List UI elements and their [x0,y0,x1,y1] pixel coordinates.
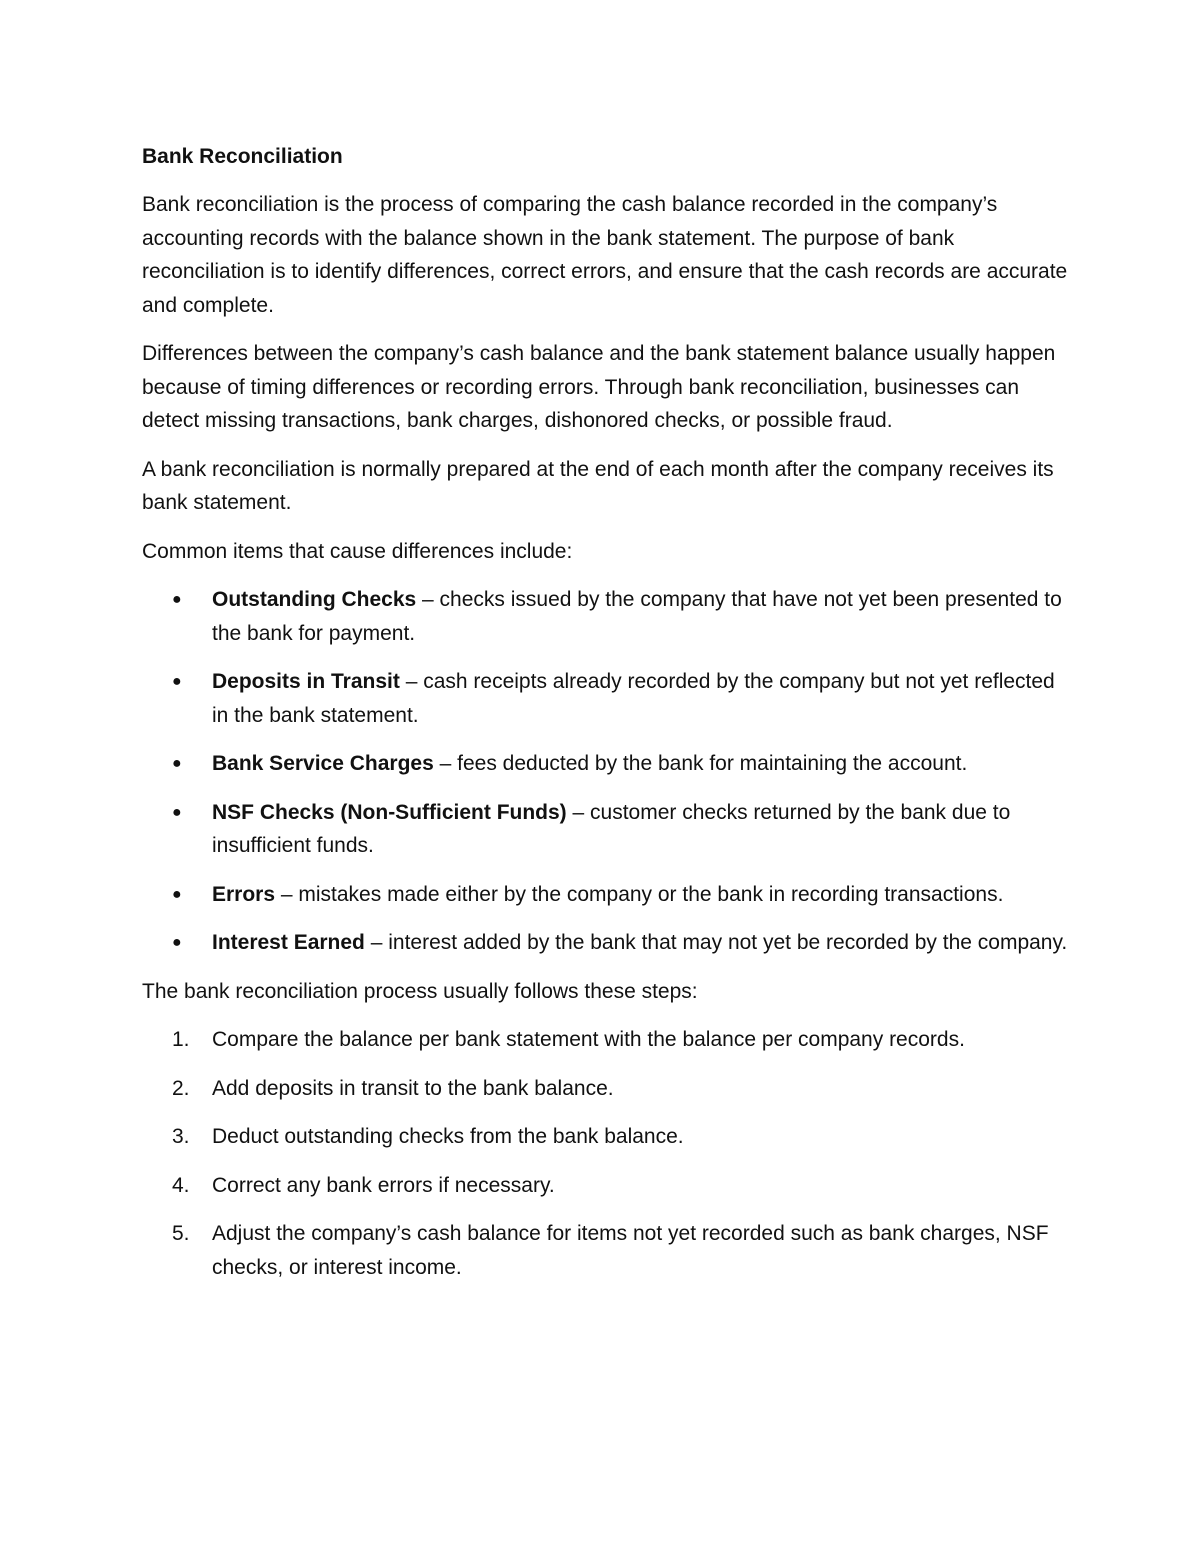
common-items-intro: Common items that cause differences include: [142,539,573,563]
document-title: Bank Reconciliation [142,145,343,168]
item-description: – fees deducted by the bank for maintaining the account. [433,752,968,775]
item-description: – customer checks returned by the bank due to insufficient funds. [212,800,1011,857]
list-item [142,665,1072,732]
list-item [142,583,1072,650]
step-item [142,1120,1072,1154]
bullet-icon: ● [172,673,182,690]
common-items-list [142,583,1072,960]
item-term: NSF Checks (Non-Sufficient Funds) [212,800,567,824]
bullet-icon: ● [172,885,182,903]
step-text: Add deposits in transit to the bank balance. [212,1076,614,1100]
bullet-icon: ● [172,803,182,821]
item-term: Deposits in Transit [212,670,400,693]
item-term: Interest Earned [212,931,365,954]
list-item [142,878,1072,912]
document-page [142,140,1072,1299]
item-description: – cash receipts already recorded by the company but not yet reflected in the bank statement. [212,670,1055,727]
step-number: 3. [172,1125,190,1148]
bullet-icon: ● [172,591,182,608]
timing-paragraph: A bank reconciliation is normally prepared at the end of each month after the company receives its bank statement. [142,457,1054,514]
step-number: 5. [172,1222,190,1245]
step-text: Adjust the company’s cash balance for items not yet recorded such as bank charges, NSF checks, or interest income. [212,1222,1049,1279]
differences-paragraph: Differences between the company’s cash balance and the bank statement balance usually happen because of timing differences or recording errors. Through bank reconciliation, businesses can detect missing transactions, bank charges, dishonored checks, or possible fraud. [142,342,1056,432]
bullet-icon: ● [172,755,182,772]
item-term: Bank Service Charges [212,752,434,775]
list-item [142,926,1072,960]
step-item [142,1023,1072,1057]
step-text: Correct any bank errors if necessary. [212,1173,555,1197]
step-text: Compare the balance per bank statement with the balance per company records. [212,1028,965,1051]
steps-intro: The bank reconciliation process usually follows these steps: [142,979,698,1003]
list-item [142,796,1072,863]
step-item [142,1169,1072,1203]
item-description: – interest added by the bank that may not yet be recorded by the company. [364,931,1068,954]
bullet-icon: ● [172,934,182,951]
steps-list [142,1023,1072,1284]
item-description: – checks issued by the company that have not yet been presented to the bank for payment. [212,588,1062,645]
step-item [142,1072,1072,1106]
step-number: 1. [172,1028,190,1051]
step-number: 2. [172,1076,190,1100]
item-term: Outstanding Checks [212,588,417,611]
item-description: – mistakes made either by the company or the bank in recording transactions. [275,882,1004,906]
intro-paragraph: Bank reconciliation is the process of comparing the cash balance recorded in the company’s accounting records with the balance shown in the bank statement. The purpose of bank reconciliation is to identify differences, correct errors, and ensure that the cash records are accurate and complete. [142,193,1068,317]
step-item [142,1217,1072,1284]
step-text: Deduct outstanding checks from the bank balance. [212,1125,684,1148]
step-number: 4. [172,1173,190,1197]
item-term: Errors [212,882,276,906]
list-item [142,747,1072,781]
